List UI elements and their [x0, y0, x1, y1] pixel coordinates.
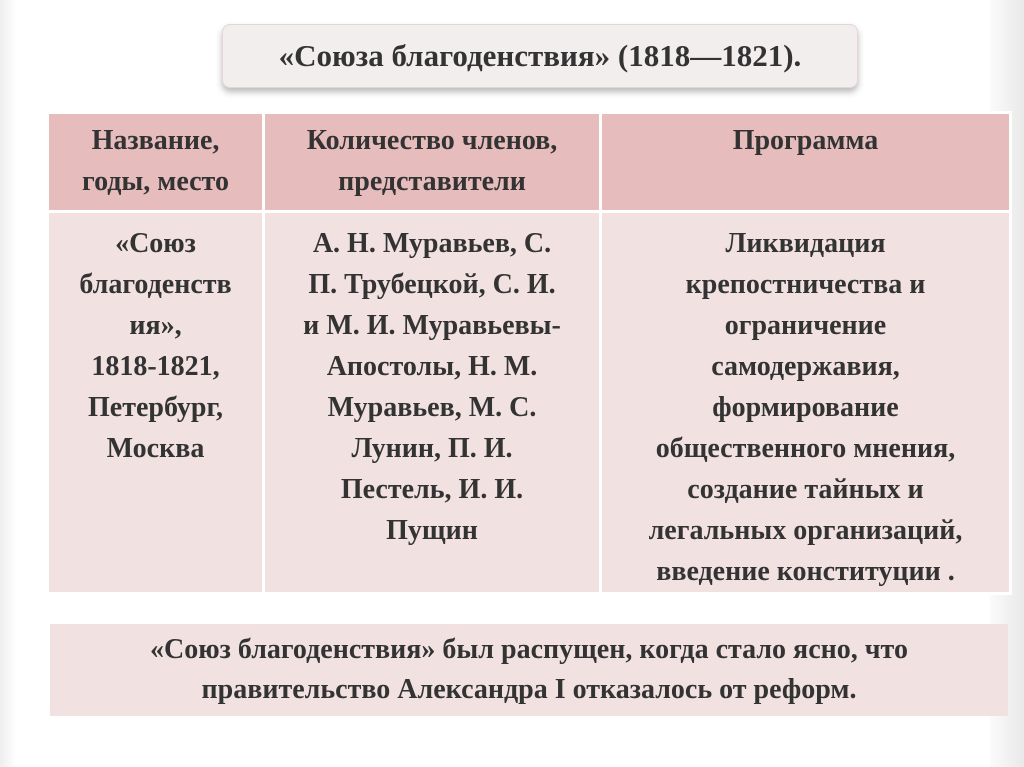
union-info-table [46, 111, 1012, 595]
slide-title: «Союза благоденствия» (1818—1821). [222, 24, 858, 88]
header-members [264, 113, 601, 212]
cell-members-text: А. Н. Муравьев, С. П. Трубецкой, С. И. и М. И. Муравьевы- Апостолы, Н. М. Муравьев, М. С. Лунин, П. И. Пестель, И. И. Пущин [303, 228, 561, 546]
table-row [48, 212, 1011, 594]
cell-name-years-place [48, 212, 264, 594]
table-header-row [48, 113, 1011, 212]
cell-program [601, 212, 1011, 594]
header-members-text: Количество членов, представители [306, 125, 558, 197]
header-name-years-place-text: Название, годы, место [82, 125, 229, 197]
cell-name-years-place-text: «Союз благоденств ия», 1818-1821, Петербург, Москва [79, 228, 232, 464]
footer-note: «Союз благоденствия» был распущен, когда стало ясно, что правительство Александра I отказалось от реформ. [50, 624, 1008, 716]
left-background-stripe [0, 0, 16, 767]
header-name-years-place [48, 113, 264, 212]
header-program [601, 113, 1011, 212]
cell-program-text: Ликвидация крепостничества и ограничение самодержавия, формирование общественного мнения, создание тайных и легальных организаций, введение конституции . [648, 228, 963, 587]
header-program-text: Программа [732, 125, 879, 156]
cell-members [264, 212, 601, 594]
